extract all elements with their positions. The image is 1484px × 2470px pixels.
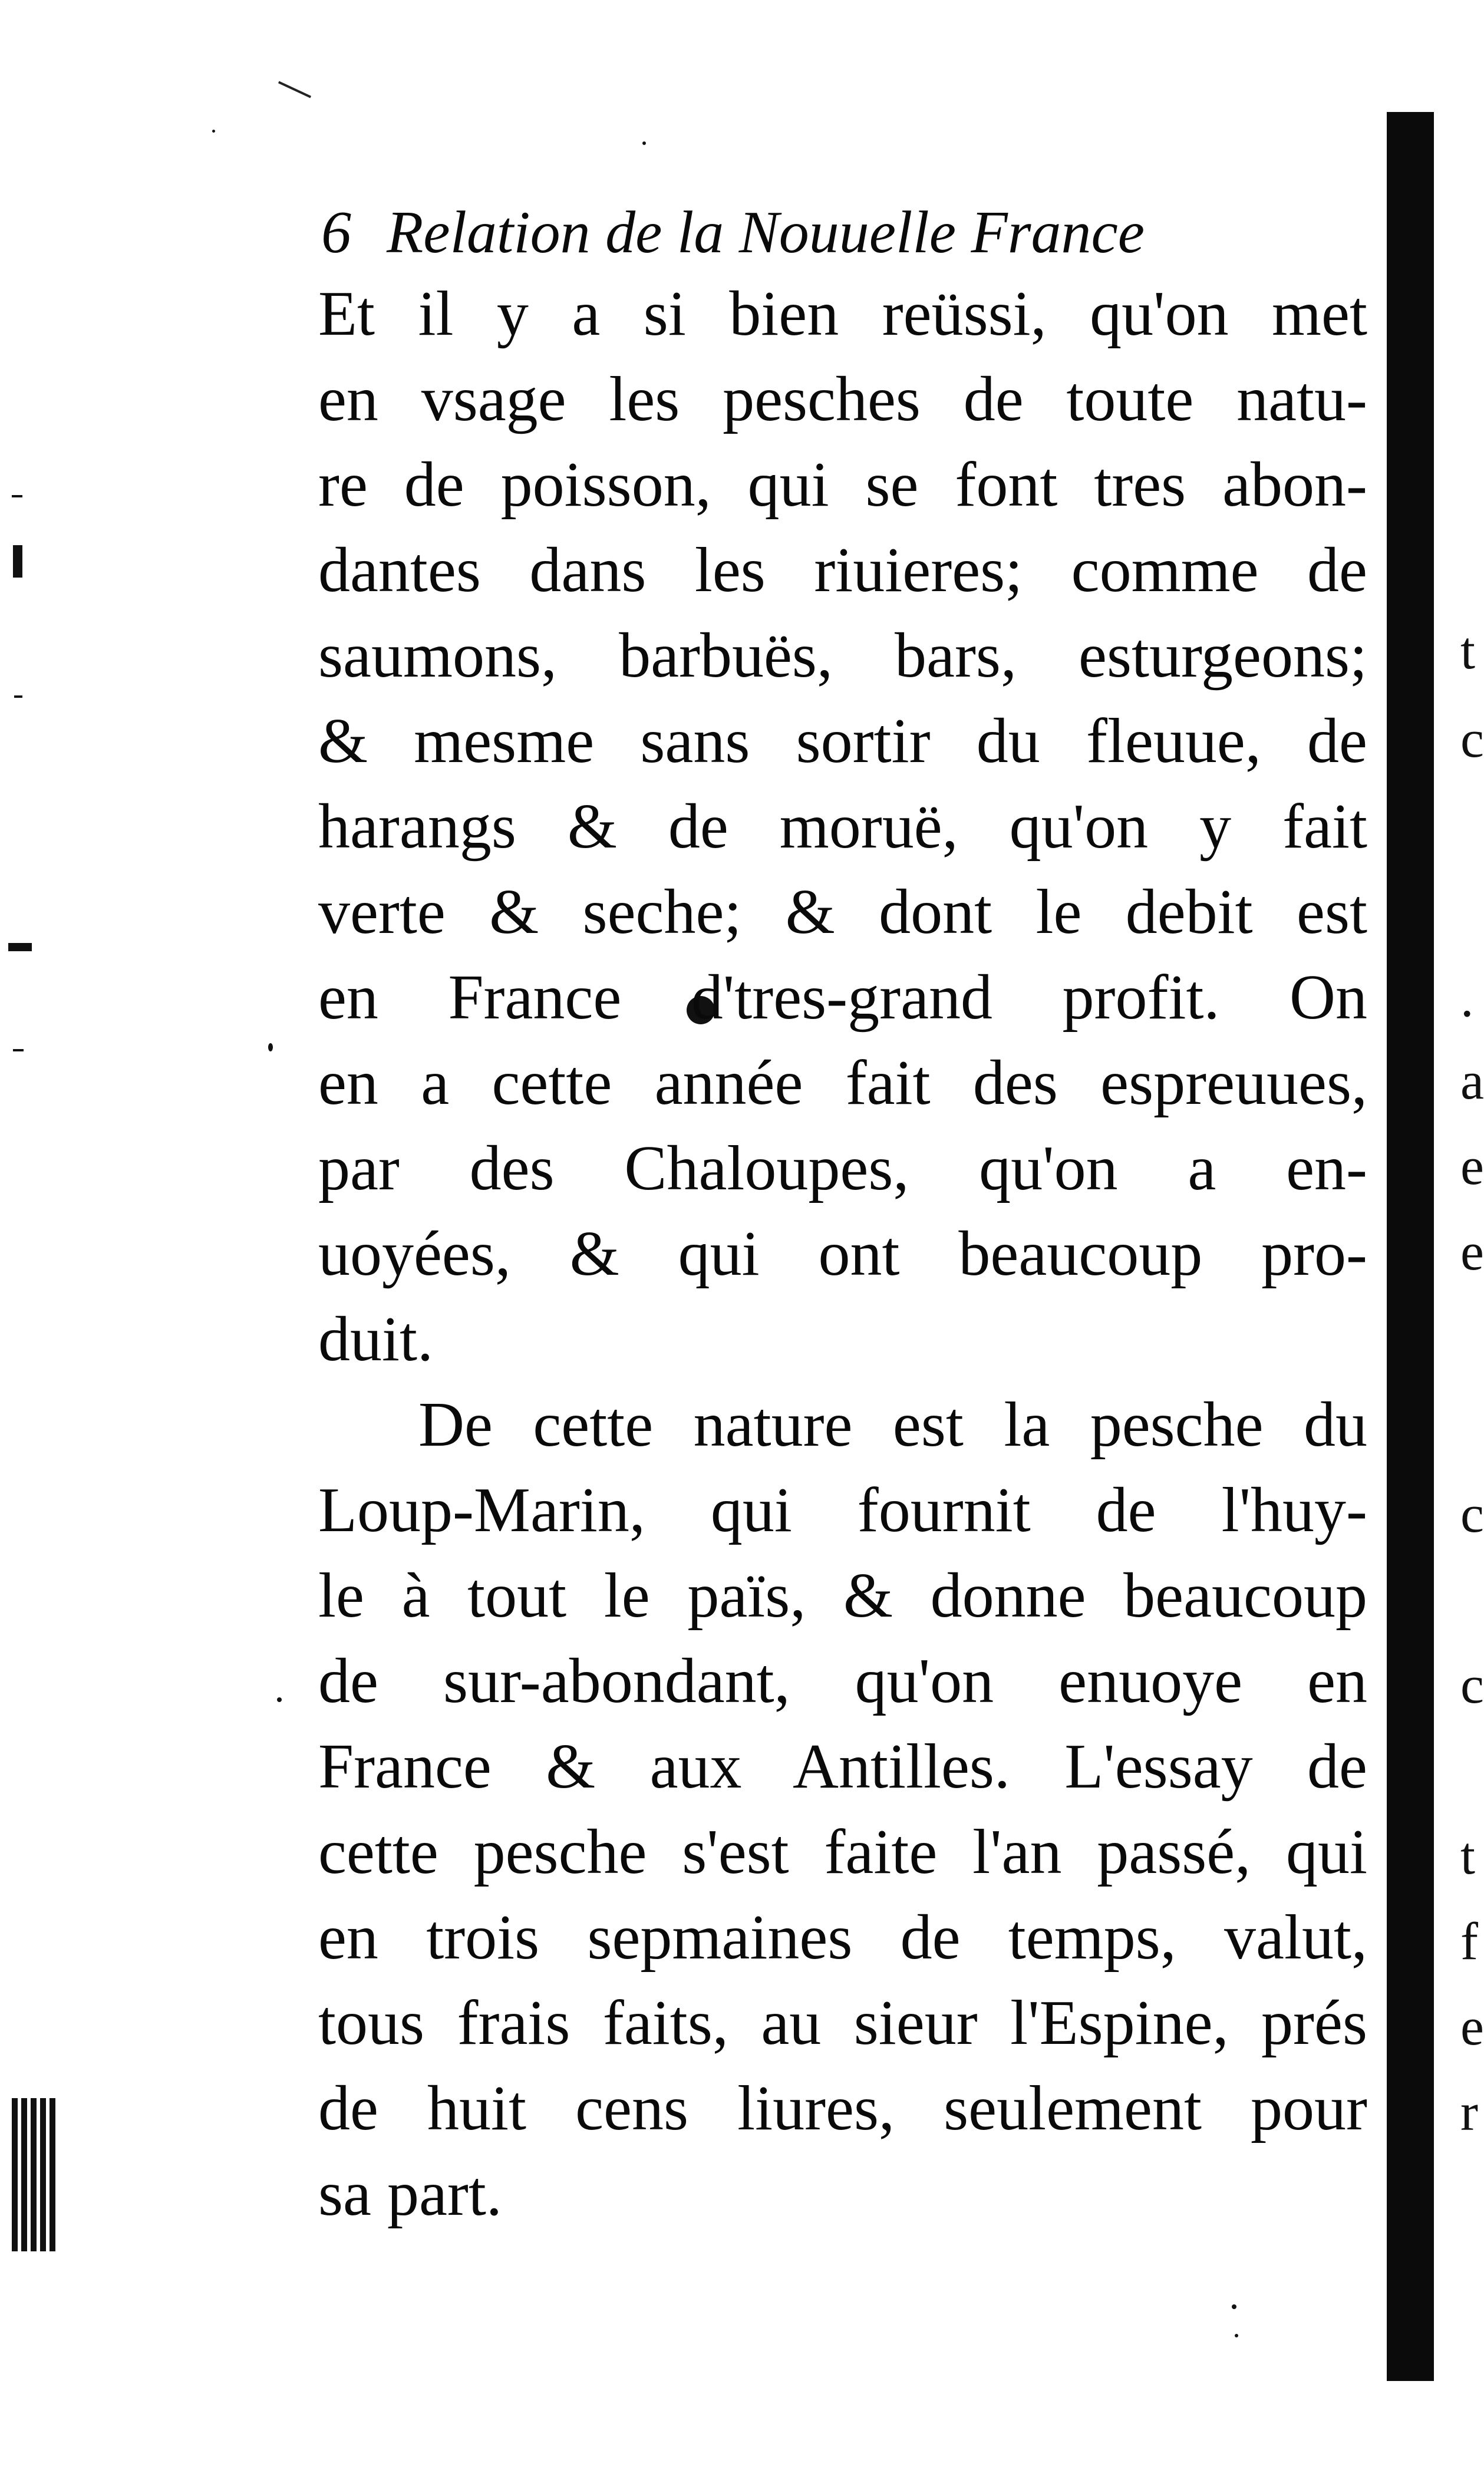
body-text [318, 271, 1367, 2237]
text-line: de huit cens liures, seulement pour [318, 2073, 1367, 2143]
text-line: tous frais faits, au sieur l'Espine, prés [318, 1988, 1367, 2058]
text-line: harangs & de moruë, qu'on y fait [318, 792, 1367, 862]
next-page-fragment: c [1460, 710, 1484, 769]
next-page-fragment: a [1460, 1052, 1484, 1110]
text-line: en a cette année fait des espreuues, [318, 1048, 1367, 1118]
scan-speck [642, 141, 646, 145]
text-line: cette pesche s'est faite l'an passé, qui [318, 1817, 1367, 1887]
text-line: le à tout le païs, & donne beaucoup [318, 1561, 1367, 1631]
running-title: Relation de la Nouuelle France [387, 199, 1145, 266]
text-line: duit. [318, 1304, 434, 1374]
scan-speck [212, 130, 215, 133]
left-edge-mark [14, 695, 22, 698]
left-edge-mark [8, 943, 32, 951]
text-line: verte & seche; & dont le debit est [318, 877, 1367, 947]
text-line: re de poisson, qui se font tres abon- [318, 450, 1367, 520]
next-page-fragment: e [1460, 1223, 1484, 1281]
scan-speck [268, 1043, 273, 1051]
next-page-fragment: c [1460, 1485, 1484, 1544]
left-edge-mark [12, 495, 22, 497]
next-page-fragment: e [1460, 1998, 1484, 2056]
paragraph-1 [318, 271, 1367, 1382]
running-head [321, 194, 1382, 271]
text-line: France & aux Antilles. L'essay de [318, 1732, 1367, 1802]
text-line: de sur-abondant, qu'on enuoye en [318, 1646, 1367, 1716]
next-page-fragment: . [1460, 969, 1474, 1028]
scan-dash [278, 81, 311, 98]
scan-speck [1232, 2304, 1236, 2309]
next-page-fragment: t [1460, 1827, 1476, 1885]
text-line: Et il y a si bien reüssi, qu'on met [318, 279, 1367, 349]
scan-speck [277, 1697, 282, 1702]
text-line: De cette nature est la pesche du [418, 1390, 1367, 1460]
text-line: par des Chaloupes, qu'on a en- [318, 1133, 1367, 1203]
text-line: saumons, barbuës, bars, esturgeons; [318, 621, 1367, 691]
next-page-fragment: e [1460, 1137, 1484, 1196]
text-line: sa part. [318, 2159, 502, 2229]
text-line: en vsage les pesches de toute natu- [318, 364, 1367, 434]
text-line: Loup-Marin, qui fournit de l'huy- [318, 1475, 1367, 1545]
next-page-fragment: t [1460, 622, 1476, 680]
binding-strip [1387, 112, 1434, 2381]
next-page-fragment: c [1460, 1656, 1484, 1714]
text-line: & mesme sans sortir du fleuue, de [318, 706, 1367, 776]
next-page-fragment: f [1460, 1912, 1478, 1971]
text-line: en France d'tres-grand profit. On [318, 962, 1367, 1033]
text-line: dantes dans les riuieres; comme de [318, 535, 1367, 605]
left-edge-mark [13, 1049, 24, 1051]
page-number: 6 [321, 199, 351, 266]
left-edge-mark [13, 545, 22, 578]
text-line: uoyées, & qui ont beaucoup pro- [318, 1219, 1367, 1289]
scan-speck [1235, 2334, 1238, 2337]
paragraph-2 [318, 1382, 1367, 2237]
text-line: en trois sepmaines de temps, valut, [318, 1902, 1367, 1973]
next-page-fragment: r [1460, 2083, 1478, 2142]
left-edge-bar [12, 2098, 59, 2251]
